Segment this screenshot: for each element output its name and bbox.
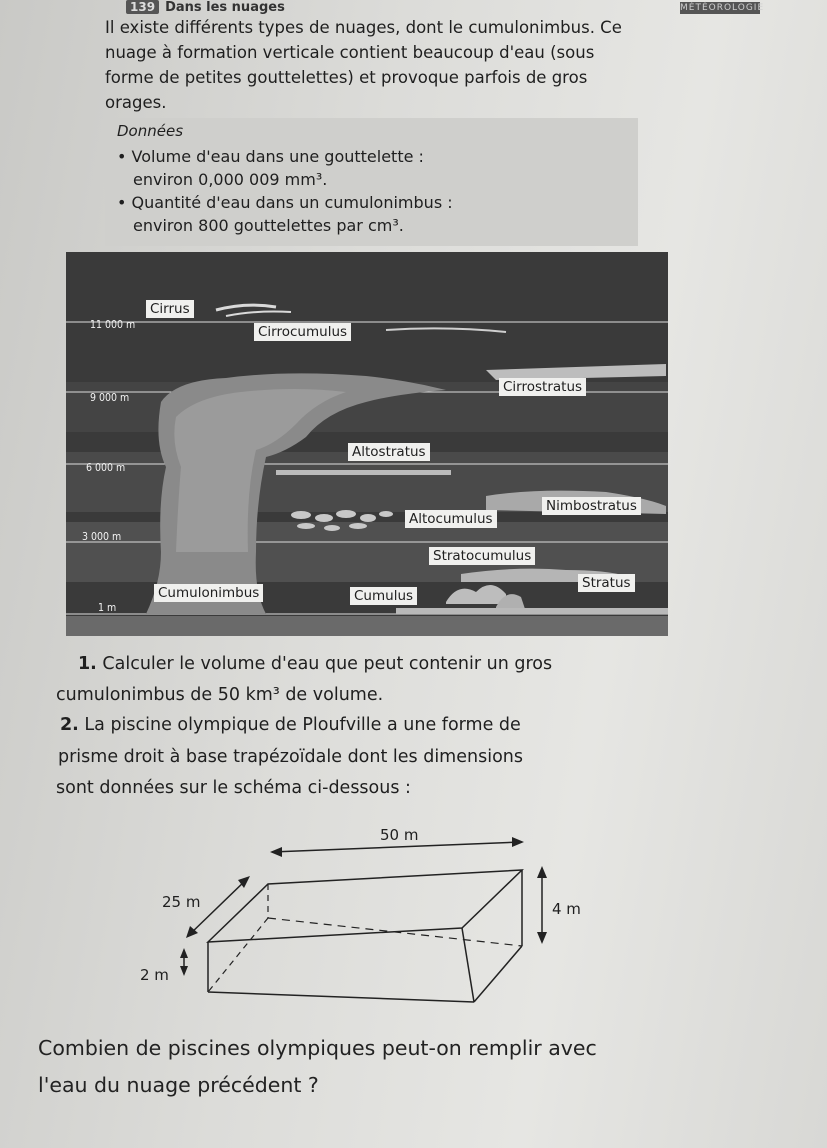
cloud-label-cirrostratus: Cirrostratus <box>499 378 586 396</box>
final-question <box>38 1030 758 1104</box>
exercise-header <box>126 0 285 14</box>
cloud-label-cumulonimbus: Cumulonimbus <box>154 584 263 602</box>
question-1-line-1 <box>78 650 552 679</box>
cloud-label-stratus: Stratus <box>578 574 635 592</box>
cloud-label-stratocumulus: Stratocumulus <box>429 547 535 565</box>
pool-length-label: 50 m <box>380 826 419 844</box>
question-2-number: 2. <box>60 715 79 735</box>
cloud-label-cirrus: Cirrus <box>146 300 194 318</box>
pool-deep-depth-label: 4 m <box>552 900 581 918</box>
cloud-label-nimbostratus: Nimbostratus <box>542 497 641 515</box>
cloud-label-cirrocumulus: Cirrocumulus <box>254 323 351 341</box>
final-question-line-2: l'eau du nuage précédent ? <box>38 1073 319 1097</box>
pool-width-label: 25 m <box>162 893 201 911</box>
question-1-text: Calculer le volume d'eau que peut contenir un gros <box>102 654 553 674</box>
question-2-text: La piscine olympique de Ploufville a une forme de <box>84 715 521 735</box>
final-question-line-1: Combien de piscines olympiques peut-on remplir avec <box>38 1036 597 1060</box>
exercise-title: Dans les nuages <box>165 0 285 15</box>
cloud-label-altocumulus: Altocumulus <box>405 510 497 528</box>
donnees-title: Données <box>117 122 184 140</box>
altitude-label-9000: 9 000 m <box>90 392 130 404</box>
cloud-diagram <box>66 252 668 636</box>
question-1-number: 1. <box>78 654 97 674</box>
altitude-label-11000: 11 000 m <box>90 319 136 331</box>
donnees-item-1-value: environ 0,000 009 mm³. <box>133 170 328 189</box>
question-2-line-3: sont données sur le schéma ci-dessous : <box>56 778 411 798</box>
pool-diagram <box>140 820 620 1020</box>
exercise-number: 139 <box>126 0 159 14</box>
question-2-line-2: prisme droit à base trapézoïdale dont les dimensions <box>58 747 523 767</box>
question-2-line-1 <box>60 711 521 740</box>
donnees-item-2: • Quantité d'eau dans un cumulonimbus : <box>117 193 453 212</box>
intro-paragraph: Il existe différents types de nuages, dont le cumulonimbus. Ce nuage à formation verticale contient beaucoup d'eau (sous forme de petites gouttelettes) et provoque parfois de gros orages. <box>105 18 622 112</box>
donnees-item-1: • Volume d'eau dans une gouttelette : <box>117 147 424 166</box>
theme-badge: MÉTÉOROLOGIE <box>680 3 765 13</box>
altitude-label-1: 1 m <box>98 602 117 614</box>
pool-shallow-depth-label: 2 m <box>140 966 169 984</box>
donnees-item-2-value: environ 800 gouttelettes par cm³. <box>133 216 404 235</box>
question-1-line-2: cumulonimbus de 50 km³ de volume. <box>56 685 384 705</box>
altitude-label-6000: 6 000 m <box>86 462 126 474</box>
cloud-label-cumulus: Cumulus <box>350 587 417 605</box>
cloud-label-altostratus: Altostratus <box>348 443 430 461</box>
altitude-label-3000: 3 000 m <box>82 531 122 543</box>
